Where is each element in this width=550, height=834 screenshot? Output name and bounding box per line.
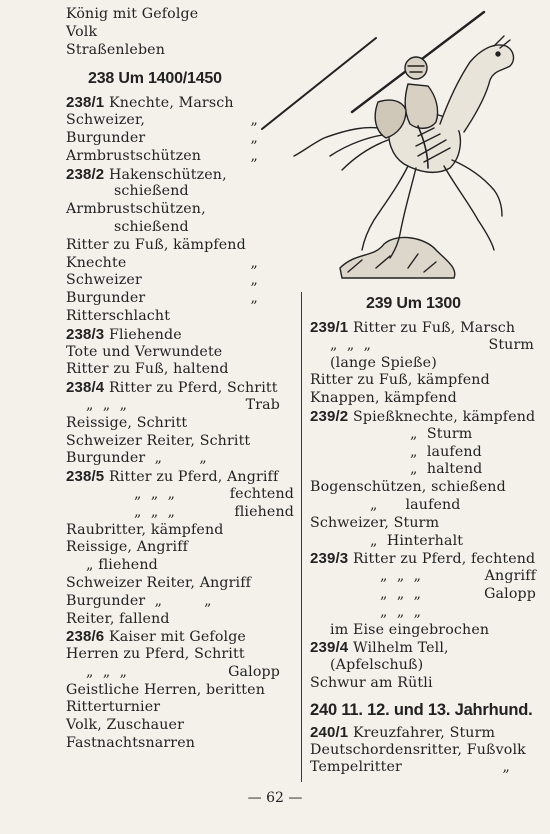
entry-239-3: 239/3 Ritter zu Pferd, fechtend (310, 550, 536, 568)
entry-line: Burgunder „ „ (66, 592, 212, 609)
entry-line: Herren zu Pferd, Schritt (66, 646, 245, 663)
entry-line: Reissige, Angriff (66, 539, 189, 556)
entry-238-6: 238/6 Kaiser mit Gefolge (66, 628, 246, 646)
entry-line: „ fliehend (86, 557, 158, 574)
entry-line: (lange Spieße) (330, 354, 437, 371)
entry-line: Schweizer, „ (66, 112, 258, 129)
column-divider (301, 292, 302, 782)
entry-line: Burgunder „ (66, 290, 258, 307)
entry-238-3: 238/3 Fliehende (66, 325, 182, 343)
left-column (66, 6, 294, 753)
entry-line: „ „ „ Galopp (86, 663, 280, 680)
entry-line: Geistliche Herren, beritten (66, 681, 265, 698)
entry-238-2: 238/2 Hakenschützen, (66, 165, 227, 183)
entry-239-4: 239/4 Wilhelm Tell, (310, 639, 449, 657)
entry-line: Knechte „ (66, 254, 258, 271)
entry-line: „ „ „ Sturm (330, 336, 534, 353)
entry-line: „ Hinterhalt (370, 532, 464, 549)
entry-line: Armbrustschützen, (66, 201, 206, 218)
page-number: — 62 — (247, 790, 303, 806)
entry-line: (Apfelschuß) (330, 657, 424, 674)
text-line: Volk (66, 23, 98, 40)
entry-line: „ „ „ fliehend (134, 503, 294, 520)
entry-line: Tote und Verwundete (66, 343, 223, 360)
entry-line: Tempelritter „ (310, 759, 510, 776)
entry-line: Ritterschlacht (66, 307, 171, 324)
entry-line: „ „ „ Angriff (380, 568, 536, 585)
entry-line: Schwur am Rütli (310, 674, 433, 691)
entry-line: Ritterturnier (66, 699, 161, 716)
entry-line: Raubritter, kämpfend (66, 521, 224, 538)
entry-line: „ laufend (410, 443, 482, 460)
entry-line: Burgunder „ „ (66, 450, 207, 467)
entry-line: Armbrustschützen „ (66, 147, 258, 164)
entry-line: Ritter zu Fuß, kämpfend (310, 372, 490, 389)
entry-238-5: 238/5 Ritter zu Pferd, Angriff (66, 468, 279, 486)
text-line: Straßenleben (66, 41, 166, 58)
entry-line: schießend (114, 183, 189, 200)
entry-line: schießend (114, 218, 189, 235)
entry-line: Schweizer „ (66, 272, 258, 289)
entry-line: „ „ „ Trab (86, 396, 280, 413)
entry-line: Deutschordensritter, Fußvolk (310, 741, 526, 758)
entry-line: Ritter zu Fuß, haltend (66, 361, 229, 378)
entry-line: „ „ „ Galopp (380, 585, 536, 602)
entry-line: Knappen, kämpfend (310, 390, 457, 407)
knight-on-horse-illustration (258, 6, 548, 292)
entry-line: Ritter zu Fuß, kämpfend (66, 236, 246, 253)
entry-line: Burgunder „ (66, 129, 258, 146)
text-line: König mit Gefolge (66, 6, 199, 22)
entry-line: im Eise eingebrochen (330, 621, 490, 638)
entry-line: „ haltend (410, 461, 483, 478)
section-heading-238: 238 Um 1400/1450 (88, 70, 222, 88)
entry-239-2: 239/2 Spießknechte, kämpfend (310, 407, 536, 425)
entry-line: Schweizer, Sturm (310, 514, 440, 531)
entry-239-1: 239/1 Ritter zu Fuß, Marsch (310, 319, 516, 336)
right-column (310, 292, 542, 777)
entry-line: Volk, Zuschauer (66, 717, 185, 734)
entry-line: Reissige, Schritt (66, 414, 188, 431)
entry-line: „ „ „ (380, 603, 422, 620)
entry-line: Schweizer Reiter, Schritt (66, 432, 251, 449)
entry-240-1: 240/1 Kreuzfahrer, Sturm (310, 723, 496, 741)
entry-line: Bogenschützen, schießend (310, 479, 506, 496)
entry-line: „ „ „ fechtend (134, 485, 294, 502)
entry-line: Fastnachtsnarren (66, 735, 196, 752)
entry-line: „ Sturm (410, 425, 473, 442)
section-heading-239: 239 Um 1300 (366, 295, 461, 312)
entry-line: Schweizer Reiter, Angriff (66, 574, 252, 591)
section-heading-240: 240 11. 12. und 13. Jahrhund. (310, 700, 533, 719)
entry-238-4: 238/4 Ritter zu Pferd, Schritt (66, 379, 278, 397)
entry-238-1: 238/1 Knechte, Marsch (66, 94, 234, 112)
entry-line: „ laufend (370, 496, 461, 513)
entry-line: Reiter, fallend (66, 610, 170, 627)
